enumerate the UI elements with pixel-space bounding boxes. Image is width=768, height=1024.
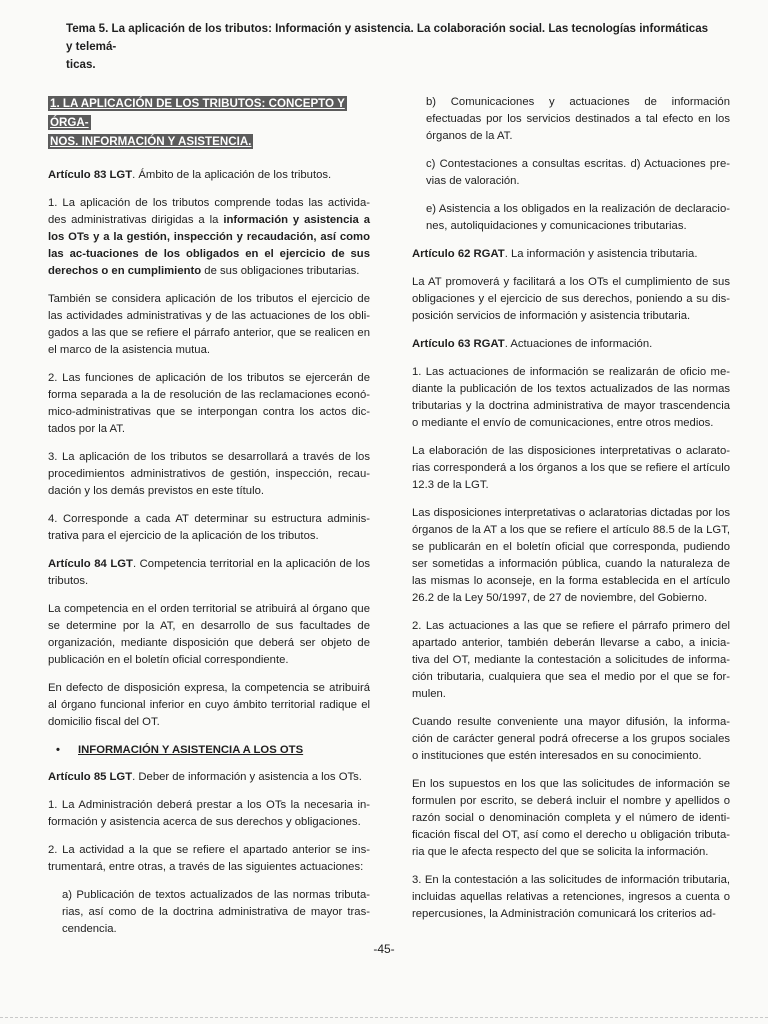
bullet-heading (48, 742, 370, 759)
header-line-2: ticas. (66, 58, 96, 71)
article-83-heading: Artículo 83 LGT. Ámbito de la aplicación de los tributos. (48, 169, 332, 181)
section-heading-line-1: 1. LA APLICACIÓN DE LOS TRIBUTOS: CONCEPTO Y ÓRGA- (50, 97, 345, 129)
article-63-paragraph-2: La elaboración de las disposiciones interpretativas o aclarato-rias corresponderá a los órganos a los que se refiere el artículo 12.3 de la LGT. (412, 445, 730, 491)
article-83-paragraph-5: 4. Corresponde a cada AT determinar su estructura adminis-trativa para el ejercicio de la aplicación de los tributos. (48, 513, 370, 542)
article-84-paragraph-2: En defecto de disposición expresa, la competencia se atribuirá al órgano funcional inferior en cuyo ámbito territorial radique el domicilio fiscal del OT. (48, 682, 370, 728)
article-85-item-c-d: c) Contestaciones a consultas escritas. d) Actuaciones pre-vias de valoración. (426, 158, 730, 187)
left-column (48, 94, 370, 949)
article-63-paragraph-1: 1. Las actuaciones de información se realizarán de oficio me-diante la publicación de los textos actualizados de las normas tributarias y la doctrina administrativa de mayor trascendencia o mediante el envío de comunicaciones, entre otros medios. (412, 366, 730, 429)
page-number: -45- (373, 942, 395, 956)
page-header (66, 20, 716, 74)
article-85-heading: Artículo 85 LGT. Deber de información y asistencia a los OTs. (48, 771, 362, 783)
article-84-heading: Artículo 84 LGT. Competencia territorial en la aplicación de los tributos. (48, 558, 371, 587)
article-85-item-e: e) Asistencia a los obligados en la realización de declaracio-nes, autoliquidaciones y comunicaciones tributarias. (426, 203, 730, 232)
article-63-paragraph-5: Cuando resulte conveniente una mayor difusión, la informa-ción de carácter general podrá ofrecerse a los grupos sociales o instituciones que estén interesados en su conocimiento. (412, 716, 730, 762)
article-83-paragraph-4: 3. La aplicación de los tributos se desarrollará a través de los procedimientos administrativos de gestión, inspección, recau-dación y los demás previstos en este título. (48, 451, 370, 497)
article-63-heading: Artículo 63 RGAT. Actuaciones de información. (412, 338, 653, 350)
bullet-icon: • (56, 744, 60, 756)
article-85-item-a: a) Publicación de textos actualizados de las normas tributa-rias, así como de la doctrina administrativa de mayor tras-cendencia. (62, 889, 370, 935)
bottom-divider (0, 1017, 768, 1018)
article-83-paragraph-2: También se considera aplicación de los tributos el ejercicio de las actividades administrativas y de las actuaciones de los obli-gados a las que se refiere el párrafo anterior, que se realicen en el marco de la asistencia mutua. (48, 293, 370, 356)
bullet-heading-text: INFORMACIÓN Y ASISTENCIA A LOS OTS (78, 744, 304, 756)
article-63-paragraph-3: Las disposiciones interpretativas o aclaratorias dictadas por los órganos de la AT a los que se refiere el artículo 88.5 de la LGT, se publicarán en el boletín oficial que corresponda, pudiendo ser sometidas a información pública, cuando la naturaleza de las mismas lo aconseje, en la forma establecida en el artículo 26.2 de la Ley 50/1997, de 27 de noviembre, del Gobierno. (412, 507, 730, 604)
section-heading (48, 94, 370, 151)
article-83-paragraph-3: 2. Las funciones de aplicación de los tributos se ejercerán de forma separada a la de resolución de las reclamaciones econó-mico-administrativas que se interpongan contra los actos dic-tados por la AT. (48, 372, 370, 435)
article-62-paragraph: La AT promoverá y facilitará a los OTs el cumplimiento de sus obligaciones y el ejercicio de sus derechos, poniendo a su dis-posición servicios de información y asistencia tributaria. (412, 276, 730, 322)
article-83-paragraph-1: 1. La aplicación de los tributos comprende todas las activida-des administrativas dirigidas a la información y asistencia a los OTs y a la gestión, inspección y recaudación, así como las ac-tuaciones de los obligados en el ejercicio de sus derechos o en cumplimiento de sus obligaciones tributarias. (48, 197, 370, 277)
article-85-item-b: b) Comunicaciones y actuaciones de información efectuadas por los servicios destinados a tal efecto en los órganos de la AT. (426, 96, 730, 142)
article-63-paragraph-7: 3. En la contestación a las solicitudes de información tributaria, incluidas aquellas relativas a retenciones, ingresos a cuenta o repercusiones, la Administración comunicará los criterios ad- (412, 874, 730, 920)
article-85-paragraph-1: 1. La Administración deberá prestar a los OTs la necesaria in-formación y asistencia acerca de sus derechos y obligaciones. (48, 799, 370, 828)
article-63-paragraph-6: En los supuestos en los que las solicitudes de información se formulen por escrito, se deberá incluir el nombre y apellidos o razón social o denominación completa y el número de identi-ficación fiscal del OT, así como el derecho u obligación tributa-ria que le afecta respecto del que se solicita la información. (412, 778, 730, 858)
article-85-paragraph-2: 2. La actividad a la que se refiere el apartado anterior se ins-trumentará, entre otras, a través de las siguientes actuaciones: (48, 844, 370, 873)
article-63-paragraph-4: 2. Las actuaciones a las que se refiere el párrafo primero del apartado anterior, también deberán llevarse a cabo, a inicia-tiva del OT, mediante la contestación a solicitudes de informa-ción tributaria, cualquiera que sea el medio por el que se for-mulen. (412, 620, 730, 700)
header-line-1: Tema 5. La aplicación de los tributos: Información y asistencia. La colaboración social. Las tecnologías informáticas y telemá- (66, 22, 709, 53)
article-84-paragraph-1: La competencia en el orden territorial se atribuirá al órgano que se determine por la AT, en desarrollo de sus facultades de organización, mediante disposición que deberá ser objeto de publicación en el boletín oficial correspondiente. (48, 603, 370, 666)
right-column (412, 94, 730, 934)
section-heading-line-2: NOS. INFORMACIÓN Y ASISTENCIA. (50, 135, 252, 148)
article-62-heading: Artículo 62 RGAT. La información y asistencia tributaria. (412, 248, 698, 260)
